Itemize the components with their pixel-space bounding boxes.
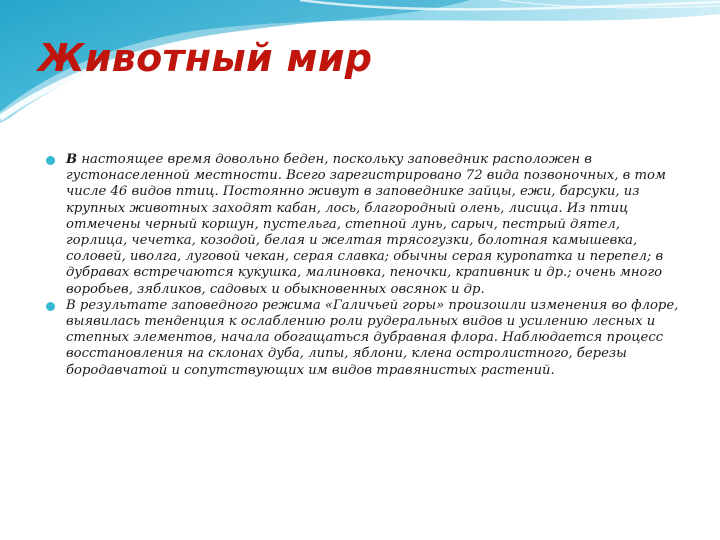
bullet-text: настоящее время довольно беден, поскольку заповедник расположен в густонаселенной местности. Всего зарегистрировано 72 вида позвоночных, в том числе 46 видов птиц. Постоянно живут в заповеднике зайцы, ежи, барсуки, из крупных животных заходят кабан, лось, благородный олень, лисица. Из птиц отмечены черный коршун, пустельга, степной лунь, сарыч, пестрый дятел, горлица, чечетка, козодой, белая и желтая трясогузки, болотная камышевка, соловей, иволга, луговой чекан, серая славка; обычны серая куропатка и перепел; в дубравах встречаются кукушка, малиновка, пеночки, крапивник и др.; очень много воробьев, зябликов, садовых и обыкновенных овсянок и др. (66, 152, 666, 297)
bullet-lead-text: В (66, 152, 78, 167)
bullet-text: В результате заповедного режима «Галичьей горы» произошли изменения во флоре, выявилась тенденция к ослаблению роли рудеральных видов и усилению лесных и степных элементов, начала обогащаться дубравная флора. Наблюдается процесс восстановления на склонах дуба, липы, яблони, клена остролистного, березы бородавчатой и сопутствующих им видов травянистых растений. (66, 297, 679, 378)
bullet-icon (46, 156, 55, 165)
bullet-icon (46, 302, 55, 311)
bullet-list (44, 152, 684, 379)
list-item (44, 152, 684, 298)
page-title: Животный мир (38, 36, 373, 80)
list-item (44, 298, 684, 379)
